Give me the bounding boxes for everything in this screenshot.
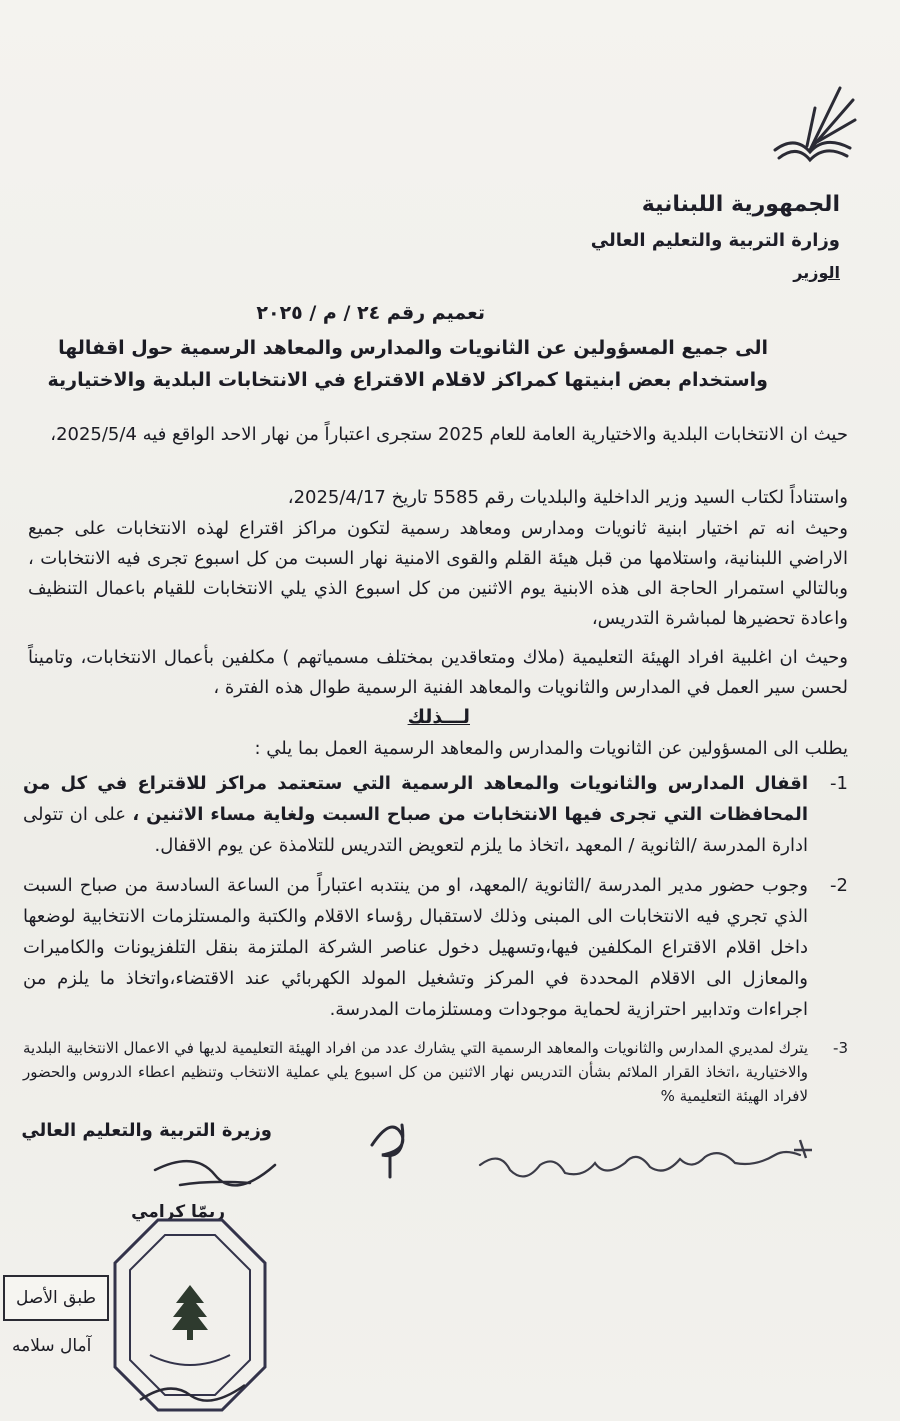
subject-line-2: واستخدام بعض ابنيتها كمراكز لاقلام الاقتراع في الانتخابات البلدية والاختيارية (47, 369, 768, 391)
certifier-name: آمال سلامه (12, 1336, 92, 1356)
subject-line-1: الى جميع المسؤولين عن الثانويات والمدارس والمعاهد الرسمية حول اقفالها (58, 337, 768, 359)
minister-signature (360, 1105, 420, 1180)
body-paragraph-3: وحيث انه تم اختيار ابنية ثانويات ومدارس ومعاهد رسمية لتكون مراكز اقتراع لهذه الانتخابات على جميع الاراضي اللبنانية، واستلامها من قبل هيئة القلم والقوى الامنية نهار السبت من كل اسبوع تجرى فيه الانتخابات ، وبالتالي استمرار الحاجة الى هذه الابنية يوم الاثنين من كل اسبوع الذي يلي الانتخابات للقيام باعمال التنظيف واعادة تحضيرها لمباشرة التدريس، (28, 518, 848, 629)
list-item (23, 768, 848, 861)
signatory-name: ريمّا كرامي (131, 1202, 225, 1222)
therefore-heading: لـــذلك (407, 706, 470, 728)
list-item-number: 3- (833, 1039, 848, 1057)
list-item (23, 1036, 848, 1108)
list-item-text (23, 768, 808, 861)
body-paragraph-2: واستناداً لكتاب السيد وزير الداخلية والبلديات رقم 5585 تاريخ 2025/4/17، (287, 487, 848, 508)
list-item-rest-text: على ان تتولى ادارة المدرسة /الثانوية / المعهد ،اتخاذ ما يلزم لتعويض التدريس للتلامذة عن يوم الاقفال. (23, 804, 808, 856)
circular-number: تعميم رقم ٢٤ / م / ٢٠٢٥ (256, 302, 485, 324)
certified-copy-box: طبق الأصل (3, 1275, 109, 1321)
list-item-number: 1- (830, 773, 848, 794)
list-item-number: 2- (830, 875, 848, 896)
body-paragraph-1: حيث ان الانتخابات البلدية والاختيارية العامة للعام 2025 ستجرى اعتباراً من نهار الاحد الواقع فيه 2025/5/4، (50, 424, 848, 445)
initials-signature (140, 1140, 300, 1200)
list-item-text: وجوب حضور مدير المدرسة /الثانوية /المعهد، او من ينتدبه اعتباراً من الساعة السادسة من صباح السبت الذي تجري فيه الانتخابات الى المبنى وذلك لاستقبال رؤساء الاقلام والكتبة والمستلزمات الانتخابية لوضعها داخل اقلام الاقتراع المكلفين فيها،وتسهيل دخول عناصر الشركة الملتزمة بنقل التلفزيونات والكاميرات والمعازل الى الاقلام المحددة في المركز وتشغيل المولد الكهربائي عند الاقتضاء،واتخاذ ما يلزم من اجراءات وتدابير احترازية لحماية موجودات ومستلزمات المدرسة. (23, 875, 808, 1020)
list-item-text: يترك لمديري المدارس والثانويات والمعاهد الرسمية التي يشارك عدد من افراد الهيئة التعليمية لديها في الاعمال الانتخابية البلدية والاختيارية ،اتخاذ القرار الملائم بشأن التدريس نهار الاثنين من كل اسبوع يلي عملية الانتخاب وتنظيم اعطاء الدروس والحضور لافراد الهيئة التعليمية % (23, 1039, 808, 1105)
body-paragraph-4: وحيث ان اغلبية افراد الهيئة التعليمية (ملاك ومتعاقدين بمختلف مسمياتهم ) مكلفين بأعمال الانتخابات، وتاميناً لحسن سير العمل في المدارس والثانويات والمعاهد الفنية الرسمية طوال هذه الفترة ، (28, 647, 848, 698)
list-item-bold-text: اقفال المدارس والثانويات والمعاهد الرسمية التي ستعتمد مراكز للاقتراع في كل من المحافظات التي تجرى فيها الانتخابات من صباح السبت ولغاية مساء الاثنين ، (23, 773, 808, 825)
official-stamp-icon (110, 1215, 270, 1415)
list-item (23, 870, 848, 1025)
republic-heading: الجمهورية اللبنانية (641, 192, 840, 217)
request-line: يطلب الى المسؤولين عن الثانويات والمدارس والمعاهد الرسمية العمل بما يلي : (254, 738, 848, 759)
handwritten-date (470, 1130, 830, 1190)
signatory-title: وزيرة التربية والتعليم العالي (21, 1120, 272, 1141)
minister-heading: الوزير (793, 263, 840, 282)
ministry-logo-icon (755, 80, 865, 175)
ministry-heading: وزارة التربية والتعليم العالي (590, 230, 840, 251)
